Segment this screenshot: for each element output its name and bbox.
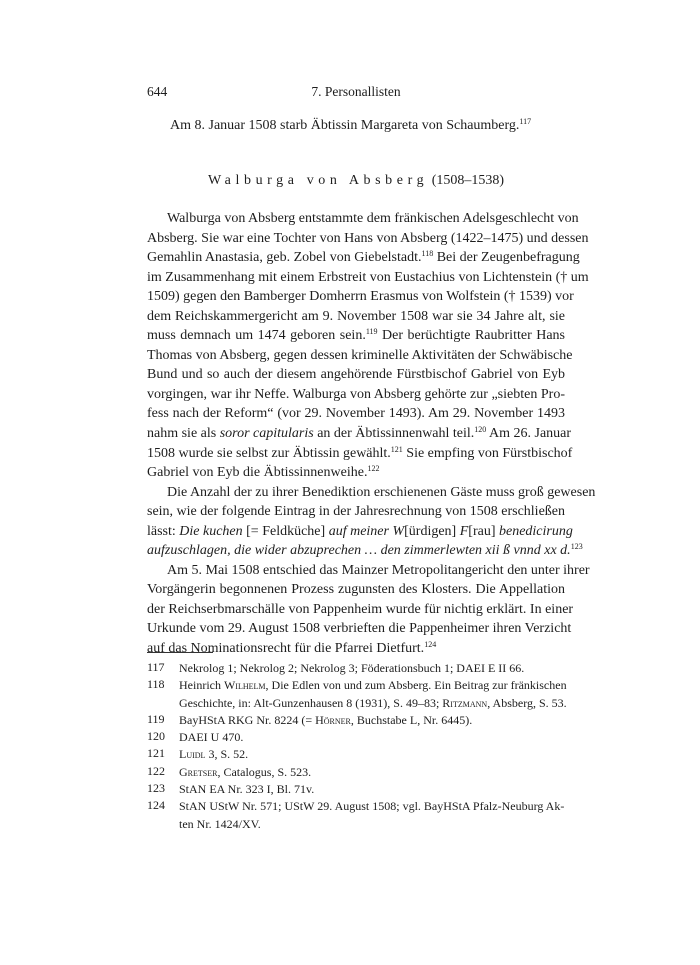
footnote-separator	[147, 652, 213, 653]
section-title	[147, 173, 565, 189]
footnote-ref: 118	[421, 249, 434, 259]
text-line: Bund und so auch der diesem angehörende Fürstbischof Gabriel von Eyb	[147, 367, 565, 383]
text-line: 1508 wurde sie selbst zur Äbtissin gewählt.$^{121}$ Sie empfing von Fürstbischof	[147, 444, 573, 461]
footnote: 117 Nekrolog 1; Nekrolog 2; Nekrolog 3; Föderationsbuch 1; DAEI E II 66.	[147, 660, 525, 675]
footnote-number: 118	[147, 677, 165, 692]
footnote-number: 121	[147, 746, 165, 761]
footnote-ref: 117	[519, 117, 532, 126]
footnote: 124 StAN UStW Nr. 571; UStW 29. August 1508; vgl. BayHStA Pfalz-Neuburg Ak- ten Nr. 1424/XV.	[147, 798, 565, 831]
text-line: muss demnach um 1474 geboren sein.$^{119}$ Der berüchtigte Raubritter Hans	[147, 327, 565, 344]
text-line: nahm sie als soror capitularis an der Äbtissinnenwahl teil.$^{120}$ Am 26. Januar	[147, 425, 572, 442]
text-line: dem Reichskammergericht am 9. November 1508 war sie 34 Jahre alt, sie	[147, 308, 565, 324]
text-line: Gabriel von Eyb die Äbtissinnenweihe.$^{122}$	[147, 464, 380, 481]
footnote: 122 Gretser, Catalogus, S. 523.	[147, 763, 312, 779]
text-line: Thomas von Absberg, gegen dessen kriminelle Aktivitäten der Schwäbische	[147, 347, 573, 363]
footnote: 118 Heinrich Wilhelm, Die Edlen von und zum Absberg. Ein Beitrag zur fränkischen Geschichte, in: Alt-Gunzenhausen 8 (1931), S. 49–83; Ritzmann, Absberg, S. 53.	[147, 677, 567, 710]
body-text	[147, 209, 596, 659]
footnote-number: 117	[147, 660, 165, 674]
footnote-ref: 123	[570, 542, 583, 552]
page-number: 644	[147, 84, 168, 99]
running-head: 7. Personallisten	[311, 84, 401, 99]
section-years: (1508–1538)	[431, 173, 505, 188]
footnote-ref: 122	[367, 464, 380, 474]
section-name: Walburga von Absberg	[207, 173, 429, 188]
footnote: 123 StAN EA Nr. 323 I, Bl. 71v.	[147, 781, 315, 797]
text-line: Vorgängerin begonnenen Prozess zugunsten des Klosters. Die Appellation	[147, 582, 565, 598]
paragraph-1	[147, 209, 589, 483]
footnotes	[147, 660, 565, 833]
text-line: Absberg. Sie war eine Tochter von Hans von Absberg (1422–1475) und dessen	[147, 230, 589, 246]
text-line: Urkunde vom 29. August 1508 verbrieften die Pappenheimer ihren Verzicht	[147, 621, 572, 637]
text-line: Die Anzahl der zu ihrer Benediktion erschienenen Gäste muss groß gewesen	[167, 484, 596, 500]
footnote-ref: 119	[365, 327, 378, 337]
paragraph-2	[147, 483, 596, 561]
footnote: 121 Luidl 3, S. 52.	[147, 746, 249, 762]
page-header	[147, 84, 565, 104]
text-line: auf das Nominationsrecht für die Pfarrei Dietfurt.$^{124}$	[147, 640, 437, 657]
footnote: 120 DAEI U 470.	[147, 729, 244, 745]
text-line: Gemahlin Anastasia, geb. Zobel von Giebelstadt.$^{118}$ Bei der Zeugenbefragung	[147, 249, 580, 266]
closing-sentence: Am 8. Januar 1508 starb Äbtissin Margareta von Schaumberg.$^{117}$	[170, 117, 532, 133]
text-line: im Zusammenhang mit einem Erbstreit von Eustachius von Lichtenstein († um	[147, 269, 589, 285]
text-line: der Reichserbmarschälle von Pappenheim wurde für nichtig erklärt. In einer	[147, 601, 574, 617]
footnote: 119 BayHStA RKG Nr. 8224 (= Hörner, Buchstabe L, Nr. 6445).	[147, 711, 473, 727]
text-line: sein, wie der folgende Eintrag in der Jahresrechnung von 1508 erschließen	[147, 504, 565, 520]
text-line: aufzuschlagen, die wider abzuprechen … den zimmerlewten xii ß vnnd xx d.$^{123}$	[147, 542, 583, 559]
text-line: lässt: Die kuchen [= Feldküche] auf meiner W[ürdigen] F[rau] benedicirung	[147, 523, 573, 539]
footnote-number: 123	[147, 781, 165, 796]
text-line: Am 5. Mai 1508 entschied das Mainzer Metropolitangericht den unter ihrer	[167, 562, 590, 578]
text-line: Walburga von Absberg entstammte dem fränkischen Adelsgeschlecht von	[167, 211, 579, 226]
footnote-number: 124	[147, 798, 165, 813]
paragraph-3	[147, 561, 590, 659]
footnote-number: 122	[147, 763, 165, 778]
footnote-number: 120	[147, 729, 165, 744]
text-line: 1509) gegen den Bamberger Domherrn Erasmus von Wolfstein († 1539) vor	[147, 289, 574, 305]
footnote-number: 119	[147, 711, 165, 726]
footnote-ref: 120	[474, 425, 487, 435]
text-line: vorgingen, war ihr Neffe. Walburga von Absberg gehörte zur „siebten Pro-	[147, 386, 565, 402]
text-line: fess nach der Reform“ (vor 29. November 1493). Am 29. November 1493	[147, 406, 565, 422]
footnote-ref: 124	[424, 640, 437, 650]
footnote-ref: 121	[390, 444, 403, 454]
